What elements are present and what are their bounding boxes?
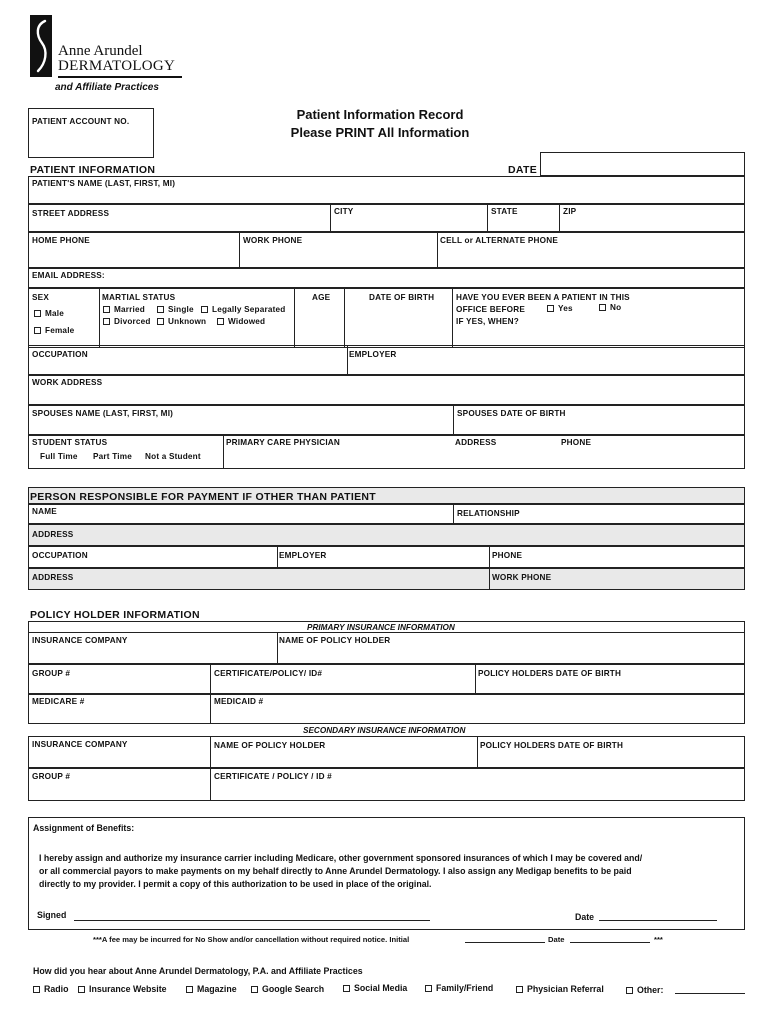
dob-label: DATE OF BIRTH bbox=[369, 293, 435, 302]
insurance-website-text: Insurance Website bbox=[89, 984, 167, 994]
referral-question: How did you hear about Anne Arundel Dermatology, P.A. and Affiliate Practices bbox=[33, 966, 363, 976]
divorced-checkbox[interactable] bbox=[103, 318, 110, 325]
occupation-row bbox=[28, 345, 745, 375]
home-phone-label: HOME PHONE bbox=[32, 236, 90, 245]
date-box[interactable] bbox=[540, 152, 745, 176]
age-label: AGE bbox=[312, 293, 331, 302]
primary-subheader-text: PRIMARY INSURANCE INFORMATION bbox=[307, 623, 455, 632]
policy-holder-dob2-label: POLICY HOLDERS DATE OF BIRTH bbox=[480, 741, 624, 750]
female-text: Female bbox=[45, 326, 75, 335]
group2-label: GROUP # bbox=[32, 772, 71, 781]
widowed-checkbox[interactable] bbox=[217, 318, 224, 325]
separated-checkbox[interactable] bbox=[201, 306, 208, 313]
physician-referral-text: Physician Referral bbox=[527, 984, 604, 994]
female-checkbox[interactable] bbox=[34, 327, 41, 334]
responsible-occupation-label: OCCUPATION bbox=[32, 551, 88, 560]
responsible-address-row[interactable] bbox=[28, 524, 745, 546]
employer-label: EMPLOYER bbox=[349, 350, 397, 359]
social-media-checkbox[interactable] bbox=[343, 985, 350, 992]
student-row bbox=[28, 435, 745, 469]
separated-option[interactable] bbox=[201, 305, 285, 314]
yes-checkbox[interactable] bbox=[547, 305, 554, 312]
affiliate-text: and Affiliate Practices bbox=[55, 82, 159, 93]
responsible-employer-label: EMPLOYER bbox=[279, 551, 327, 560]
responsible-header bbox=[28, 487, 745, 504]
city-label: CITY bbox=[334, 207, 354, 216]
married-checkbox[interactable] bbox=[103, 306, 110, 313]
separated-text: Legally Separated bbox=[212, 305, 286, 314]
certificate2-label: CERTIFICATE / POLICY / ID # bbox=[214, 772, 332, 781]
referral-google-search[interactable] bbox=[251, 984, 324, 994]
occupation-label: OCCUPATION bbox=[32, 350, 88, 359]
pcp-address-label: ADDRESS bbox=[455, 438, 497, 447]
demographics-row bbox=[28, 288, 745, 348]
married-option[interactable] bbox=[103, 305, 145, 314]
assignment-date-line[interactable] bbox=[599, 920, 717, 921]
spouse-row bbox=[28, 405, 745, 435]
other-text: Other: bbox=[637, 985, 664, 995]
other-line[interactable] bbox=[675, 993, 745, 994]
insurance-company-label: INSURANCE COMPANY bbox=[32, 636, 128, 645]
no-checkbox[interactable] bbox=[599, 304, 606, 311]
assignment-date-label: Date bbox=[575, 912, 595, 922]
medicare-row bbox=[28, 694, 745, 724]
logo bbox=[30, 15, 190, 81]
responsible-work-phone-label: WORK PHONE bbox=[492, 573, 552, 582]
policy-holder-name-label: NAME OF POLICY HOLDER bbox=[279, 636, 391, 645]
logo-mark-icon bbox=[30, 15, 56, 79]
widowed-text: Widowed bbox=[228, 317, 266, 326]
magazine-checkbox[interactable] bbox=[186, 986, 193, 993]
cell-phone-label: CELL or ALTERNATE PHONE bbox=[440, 236, 559, 245]
date-label: DATE bbox=[508, 164, 538, 176]
policy-holder-dob-label: POLICY HOLDERS DATE OF BIRTH bbox=[478, 669, 622, 678]
not-student-option[interactable]: Not a Student bbox=[145, 452, 201, 461]
work-address-row[interactable] bbox=[28, 375, 745, 405]
medicaid-label: MEDICAID # bbox=[214, 697, 264, 706]
noshow-stars: *** bbox=[654, 935, 663, 944]
responsible-address-label: ADDRESS bbox=[32, 530, 74, 539]
logo-line2: DERMATOLOGY bbox=[58, 58, 176, 74]
no-text: No bbox=[610, 303, 622, 312]
signed-label: Signed bbox=[37, 910, 67, 920]
phone-row bbox=[28, 232, 745, 268]
work-address-label: WORK ADDRESS bbox=[32, 378, 103, 387]
assignment-box bbox=[28, 817, 745, 930]
insurance-company2-label: INSURANCE COMPANY bbox=[32, 740, 128, 749]
medicare-label: MEDICARE # bbox=[32, 697, 85, 706]
relationship-label: RELATIONSHIP bbox=[457, 509, 520, 518]
email-row[interactable] bbox=[28, 268, 745, 288]
married-text: Married bbox=[114, 305, 145, 314]
assignment-line3: directly to my provider. I permit a copy of this authorization to be used in place of the original. bbox=[39, 879, 432, 889]
responsible-name-row bbox=[28, 504, 745, 524]
title-line1: Patient Information Record bbox=[296, 107, 464, 122]
radio-text: Radio bbox=[44, 984, 69, 994]
work-phone-label: WORK PHONE bbox=[243, 236, 303, 245]
prev-patient-q2: OFFICE BEFORE bbox=[456, 305, 526, 314]
state-label: STATE bbox=[491, 207, 518, 216]
assignment-title: Assignment of Benefits: bbox=[33, 823, 135, 833]
referral-insurance-website[interactable] bbox=[78, 984, 167, 994]
group-label: GROUP # bbox=[32, 669, 71, 678]
responsible-phone-label: PHONE bbox=[492, 551, 523, 560]
primary-group-row bbox=[28, 664, 745, 694]
family-friend-checkbox[interactable] bbox=[425, 985, 432, 992]
spouse-name-label: SPOUSES NAME (LAST, FIRST, MI) bbox=[32, 409, 174, 418]
radio-checkbox[interactable] bbox=[33, 986, 40, 993]
unknown-checkbox[interactable] bbox=[157, 318, 164, 325]
pcp-phone-label: PHONE bbox=[561, 438, 592, 447]
referral-other[interactable] bbox=[626, 985, 663, 995]
male-text: Male bbox=[45, 309, 65, 318]
responsible-section-title: PERSON RESPONSIBLE FOR PAYMENT IF OTHER THAN PATIENT bbox=[30, 491, 376, 503]
marital-label: MARTIAL STATUS bbox=[102, 293, 176, 302]
account-box[interactable] bbox=[28, 108, 154, 158]
signature-line[interactable] bbox=[74, 920, 430, 921]
zip-label: ZIP bbox=[563, 207, 577, 216]
policy-section-title: POLICY HOLDER INFORMATION bbox=[30, 609, 200, 621]
student-status-label: STUDENT STATUS bbox=[32, 438, 108, 447]
single-checkbox[interactable] bbox=[157, 306, 164, 313]
male-option[interactable] bbox=[34, 309, 64, 318]
title-line2: Please PRINT All Information bbox=[290, 125, 470, 140]
insurance-website-checkbox[interactable] bbox=[78, 986, 85, 993]
yes-option[interactable] bbox=[547, 304, 573, 313]
responsible-address2-label: ADDRESS bbox=[32, 573, 74, 582]
part-time-option[interactable]: Part Time bbox=[93, 452, 132, 461]
full-time-option[interactable]: Full Time bbox=[40, 452, 78, 461]
prev-patient-q3: IF YES, WHEN? bbox=[456, 317, 519, 326]
patient-name-row[interactable] bbox=[28, 176, 745, 204]
policy-holder-name2-label: NAME OF POLICY HOLDER bbox=[214, 741, 326, 750]
divorced-option[interactable] bbox=[103, 317, 151, 326]
referral-social-media[interactable] bbox=[343, 983, 407, 993]
secondary-group-row bbox=[28, 768, 745, 801]
assignment-line1: I hereby assign and authorize my insurance carrier including Medicare, other government sponsored insurances of which I may be covered and/ bbox=[39, 853, 643, 863]
responsible-address2-row bbox=[28, 568, 745, 590]
logo-line1: Anne Arundel bbox=[58, 43, 143, 59]
physician-referral-checkbox[interactable] bbox=[516, 986, 523, 993]
divorced-text: Divorced bbox=[114, 317, 151, 326]
noshow-date-label: Date bbox=[548, 935, 565, 944]
responsible-occupation-row bbox=[28, 546, 745, 568]
spouse-dob-label: SPOUSES DATE OF BIRTH bbox=[457, 409, 566, 418]
certificate-label: CERTIFICATE/POLICY/ ID# bbox=[214, 669, 323, 678]
street-label: STREET ADDRESS bbox=[32, 209, 110, 218]
widowed-option[interactable] bbox=[217, 317, 265, 326]
unknown-option[interactable] bbox=[157, 317, 206, 326]
family-friend-text: Family/Friend bbox=[436, 983, 494, 993]
secondary-subheader: SECONDARY INSURANCE INFORMATION bbox=[303, 726, 466, 735]
referral-radio[interactable] bbox=[33, 984, 68, 994]
google-search-checkbox[interactable] bbox=[251, 986, 258, 993]
primary-company-row bbox=[28, 632, 745, 664]
account-label: PATIENT ACCOUNT NO. bbox=[32, 117, 130, 126]
secondary-company-row bbox=[28, 736, 745, 768]
noshow-date-line[interactable] bbox=[570, 942, 650, 943]
google-search-text: Google Search bbox=[262, 984, 325, 994]
single-option[interactable] bbox=[157, 305, 194, 314]
magazine-text: Magazine bbox=[197, 984, 237, 994]
referral-magazine[interactable] bbox=[186, 984, 237, 994]
assignment-line2: or all commercial payors to make payments on my behalf directly to Anne Arundel Dermatology. I also assign any Medigap benefits to be paid bbox=[39, 866, 632, 876]
other-checkbox[interactable] bbox=[626, 987, 633, 994]
unknown-text: Unknown bbox=[168, 317, 207, 326]
email-label: EMAIL ADDRESS: bbox=[32, 271, 105, 280]
patient-name-label: PATIENT'S NAME (LAST, FIRST, MI) bbox=[32, 179, 176, 188]
noshow-text: ***A fee may be incurred for No Show and/or cancellation without required notice. Initial bbox=[93, 935, 410, 944]
patient-section-title: PATIENT INFORMATION bbox=[30, 164, 156, 176]
pcp-label: PRIMARY CARE PHYSICIAN bbox=[226, 438, 341, 447]
sex-label: SEX bbox=[32, 293, 49, 302]
address-row bbox=[28, 204, 745, 232]
no-option[interactable] bbox=[599, 303, 621, 312]
yes-text: Yes bbox=[558, 304, 573, 313]
responsible-name-label: NAME bbox=[32, 507, 57, 516]
social-media-text: Social Media bbox=[354, 983, 408, 993]
male-checkbox[interactable] bbox=[34, 310, 41, 317]
female-option[interactable] bbox=[34, 326, 74, 335]
referral-family-friend[interactable] bbox=[425, 983, 493, 993]
single-text: Single bbox=[168, 305, 194, 314]
prev-patient-q1: HAVE YOU EVER BEEN A PATIENT IN THIS bbox=[456, 293, 630, 302]
initial-line[interactable] bbox=[465, 942, 545, 943]
referral-physician[interactable] bbox=[516, 984, 604, 994]
logo-underline bbox=[58, 76, 182, 78]
